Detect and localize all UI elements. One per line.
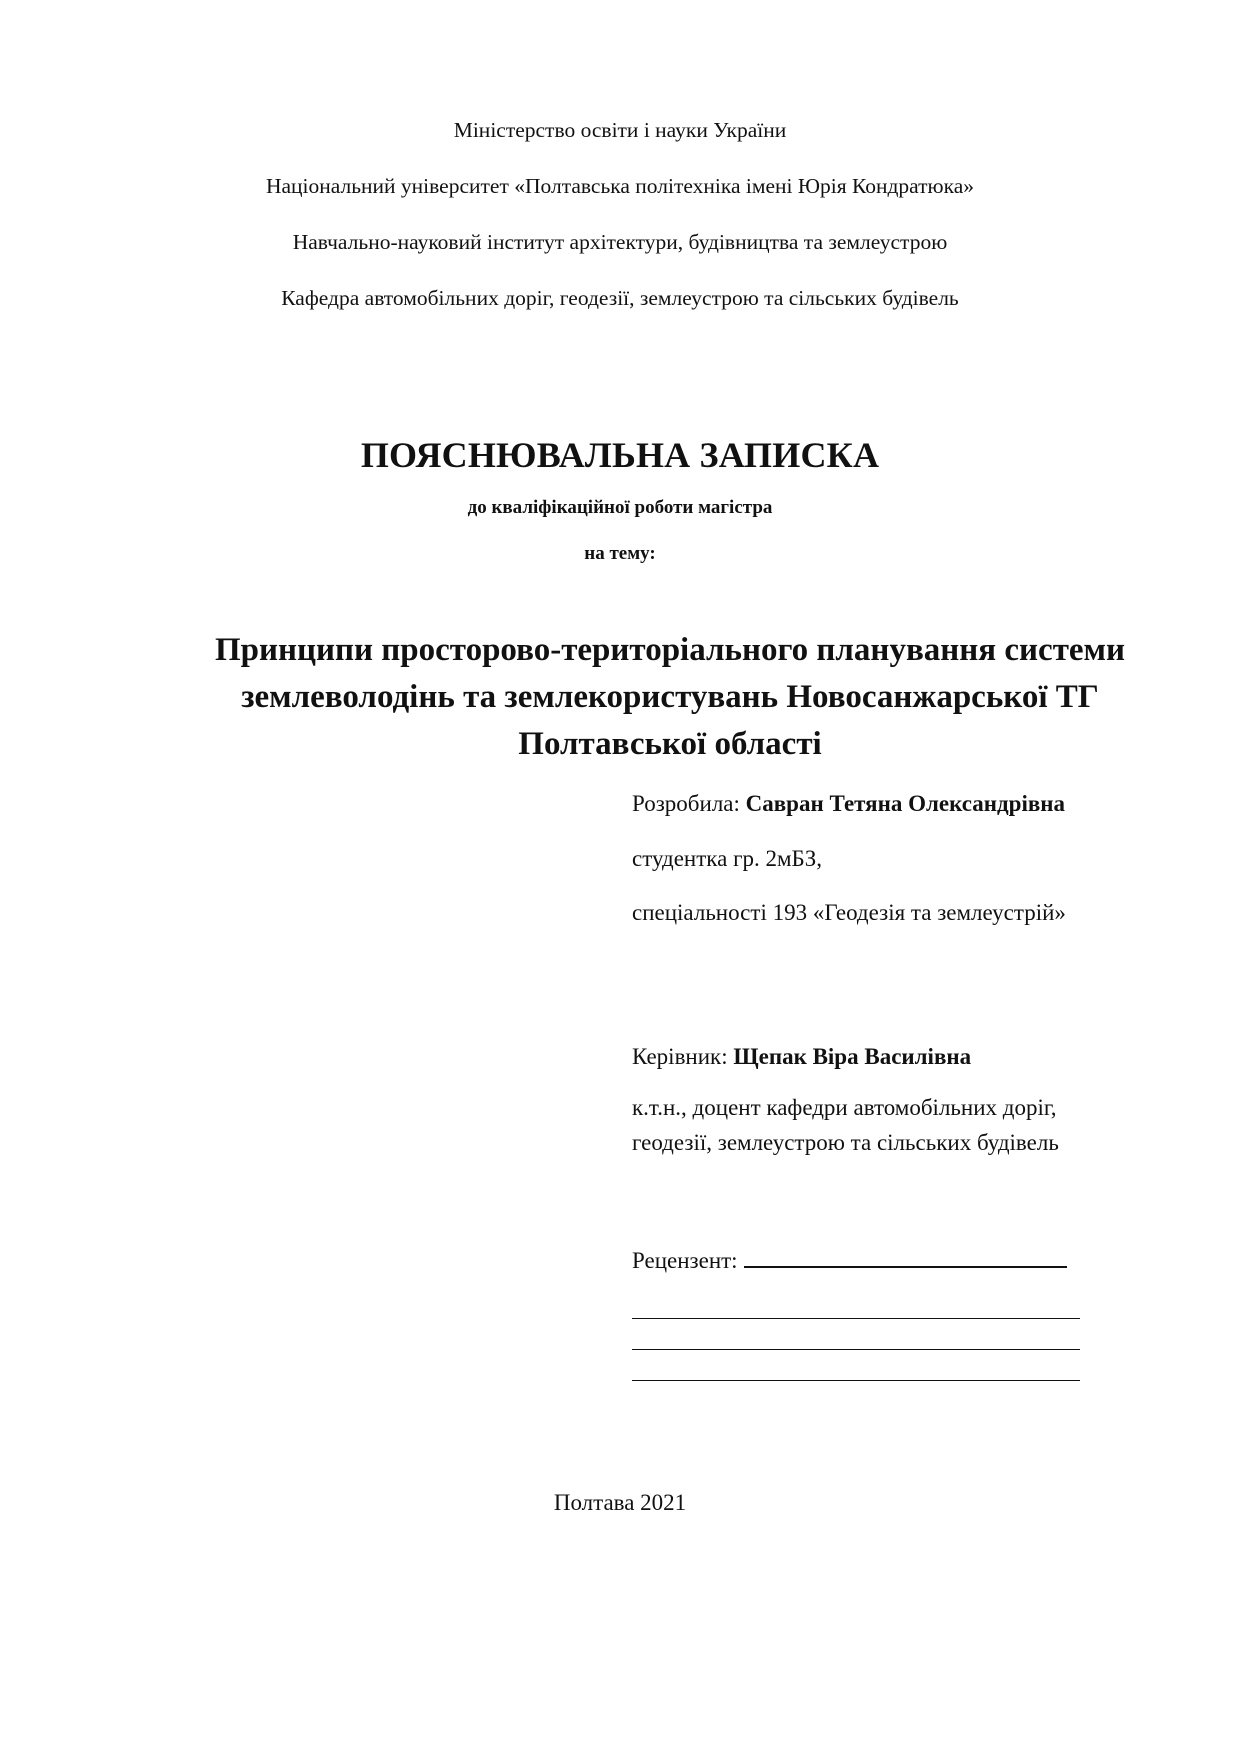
- document-subtitle: до кваліфікаційної роботи магістра: [467, 497, 773, 518]
- supervisor-row: [632, 1044, 971, 1070]
- document-title: ПОЯСНЮВАЛЬНА ЗАПИСКА: [360, 435, 880, 475]
- supervisor-position-line-1: к.т.н., доцент кафедри автомобільних доріг,: [632, 1095, 1057, 1120]
- reviewer-blank-line-2: [632, 1349, 1080, 1350]
- topic-line-2: землеволодінь та землекористувань Новосанжарської ТГ: [241, 679, 1099, 715]
- reviewer-name-blank: [744, 1244, 1067, 1268]
- department-line: Кафедра автомобільних доріг, геодезії, землеустрою та сільських будівель: [281, 286, 959, 310]
- thesis-topic: [150, 627, 1190, 768]
- institute-line: Навчально-науковий інститут архітектури, будівництва та землеустрою: [292, 230, 948, 254]
- reviewer-blank-line-1: [632, 1318, 1080, 1319]
- city-year: Полтава 2021: [553, 1490, 687, 1515]
- ministry-line: Міністерство освіти і науки України: [453, 118, 787, 142]
- reviewer-blank-line-3: [632, 1380, 1080, 1381]
- topic-line-1: Принципи просторово-територіального планування системи: [214, 632, 1126, 668]
- reviewer-label: Рецензент:: [632, 1248, 738, 1273]
- author-specialty: спеціальності 193 «Геодезія та землеустрій»: [632, 900, 1066, 925]
- supervisor-position: [632, 1090, 1059, 1160]
- supervisor-label: Керівник:: [632, 1044, 728, 1069]
- author-row: [632, 791, 1065, 817]
- supervisor-name: Щепак Віра Василівна: [733, 1044, 972, 1069]
- author-group: студентка гр. 2мБЗ,: [632, 846, 823, 871]
- topic-line-3: Полтавської області: [518, 726, 822, 762]
- topic-label: на тему:: [584, 543, 656, 564]
- supervisor-position-line-2: геодезії, землеустрою та сільських будівель: [632, 1130, 1059, 1155]
- university-line: Національний університет «Полтавська політехніка імені Юрія Кондратюка»: [265, 174, 975, 198]
- reviewer-row: [632, 1244, 1067, 1274]
- author-label: Розробила:: [632, 791, 740, 816]
- author-name: Савран Тетяна Олександрівна: [745, 791, 1066, 816]
